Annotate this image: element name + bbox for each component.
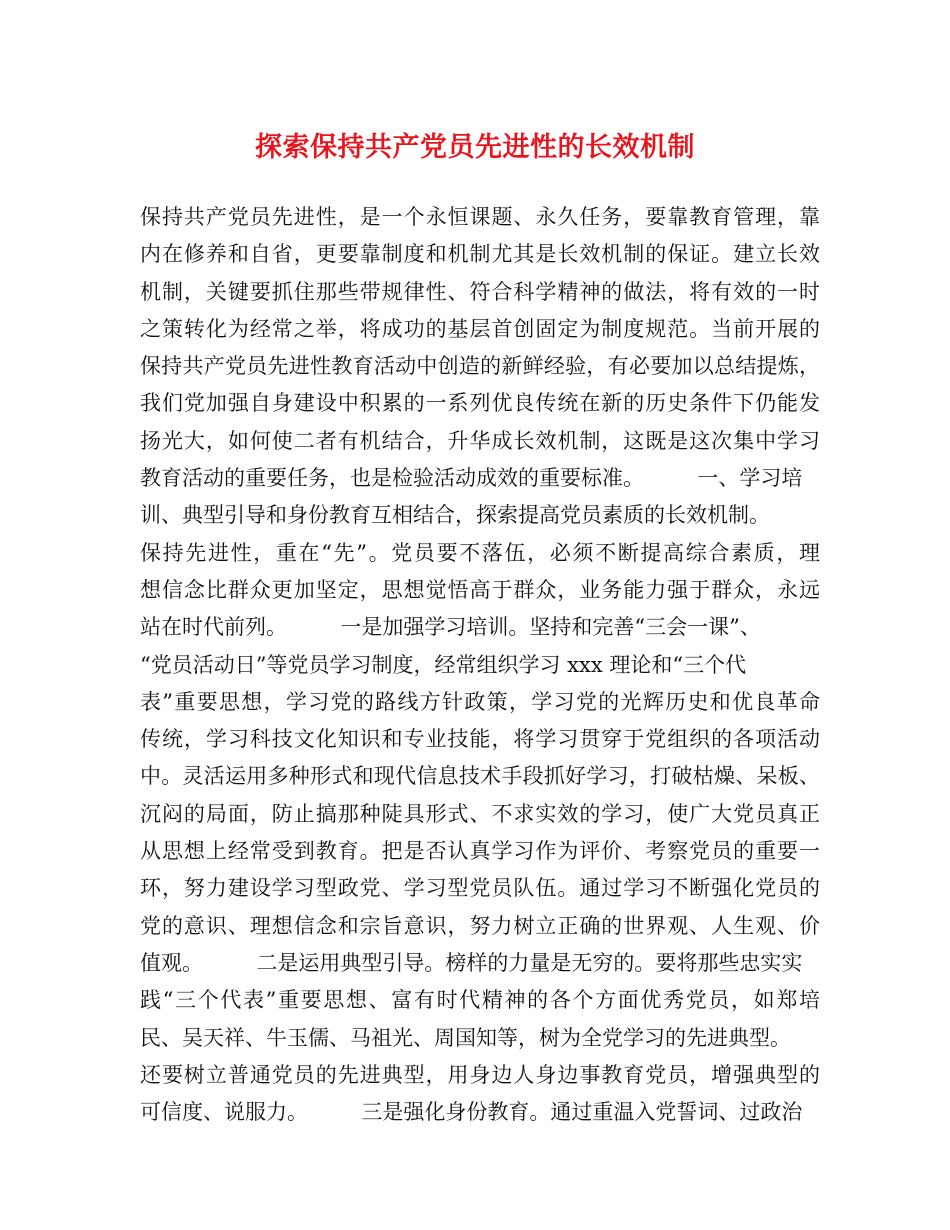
- body-line: 保持先进性，重在“先”。党员要不落伍，必须不断提高综合素质，理: [140, 540, 820, 565]
- body-line: 训、典型引导和身份教育互相结合，探索提高党员素质的长效机制。: [140, 503, 770, 528]
- body-line: 教育活动的重要任务，也是检验活动成效的重要标准。 一、学习培: [140, 466, 803, 491]
- body-line: 站在时代前列。 一是加强学习培训。坚持和完善“三会一课”、: [140, 615, 761, 640]
- body-line: 还要树立普通党员的先进典型，用身边人身边事教育党员，增强典型的: [140, 1062, 820, 1087]
- body-line: 值观。 二是运用典型引导。榜样的力量是无穷的。要将那些忠实实: [140, 950, 803, 975]
- body-line: 内在修养和自省，更要靠制度和机制尤其是长效机制的保证。建立长效: [140, 242, 820, 267]
- body-line: 传统，学习科技文化知识和专业技能，将学习贯穿于党组织的各项活动: [140, 727, 820, 752]
- body-line: 沉闷的局面，防止搞那种陡具形式、不求实效的学习，使广大党员真正: [140, 801, 820, 826]
- body-line: 中。灵活运用多种形式和现代信息技术手段抓好学习，打破枯燥、呆板、: [140, 764, 820, 789]
- body-line: 践“三个代表”重要思想、富有时代精神的各个方面优秀党员，如郑培: [140, 988, 820, 1013]
- body-line: 想信念比群众更加坚定，思想觉悟高于群众，业务能力强于群众，永远: [140, 577, 820, 602]
- body-line: 保持共产党员先进性教育活动中创造的新鲜经验，有必要加以总结提炼，: [140, 354, 820, 379]
- body-line: 机制，关键要抓住那些带规律性、符合科学精神的做法，将有效的一时: [140, 279, 820, 304]
- body-line: 环，努力建设学习型政党、学习型党员队伍。通过学习不断强化党员的: [140, 876, 820, 901]
- body-line: 扬光大，如何使二者有机结合，升华成长效机制，这既是这次集中学习: [140, 428, 820, 453]
- body-line: 党的意识、理想信念和宗旨意识，努力树立正确的世界观、人生观、价: [140, 913, 820, 938]
- body-line: 保持共产党员先进性，是一个永恒课题、永久任务，要靠教育管理，靠: [140, 205, 820, 229]
- body-line: 表”重要思想，学习党的路线方针政策，学习党的光辉历史和优良革命: [140, 689, 820, 714]
- body-line: 我们党加强自身建设中积累的一系列优良传统在新的历史条件下仍能发: [140, 391, 820, 416]
- body-line: 从思想上经常受到教育。把是否认真学习作为评价、考察党员的重要一: [140, 839, 820, 864]
- body-line: 之策转化为经常之举，将成功的基层首创固定为制度规范。当前开展的: [140, 316, 820, 341]
- document-title: 探索保持共产党员先进性的长效机制: [255, 132, 695, 163]
- body-line: 民、吴天祥、牛玉儒、马祖光、周国知等，树为全党学习的先进典型。: [140, 1025, 791, 1050]
- document-body: [140, 199, 820, 1131]
- body-line: 可信度、说服力。 三是强化身份教育。通过重温入党誓词、过政治: [140, 1100, 803, 1125]
- body-line: “党员活动日”等党员学习制度，经常组织学习 xxx 理论和“三个代: [140, 652, 747, 677]
